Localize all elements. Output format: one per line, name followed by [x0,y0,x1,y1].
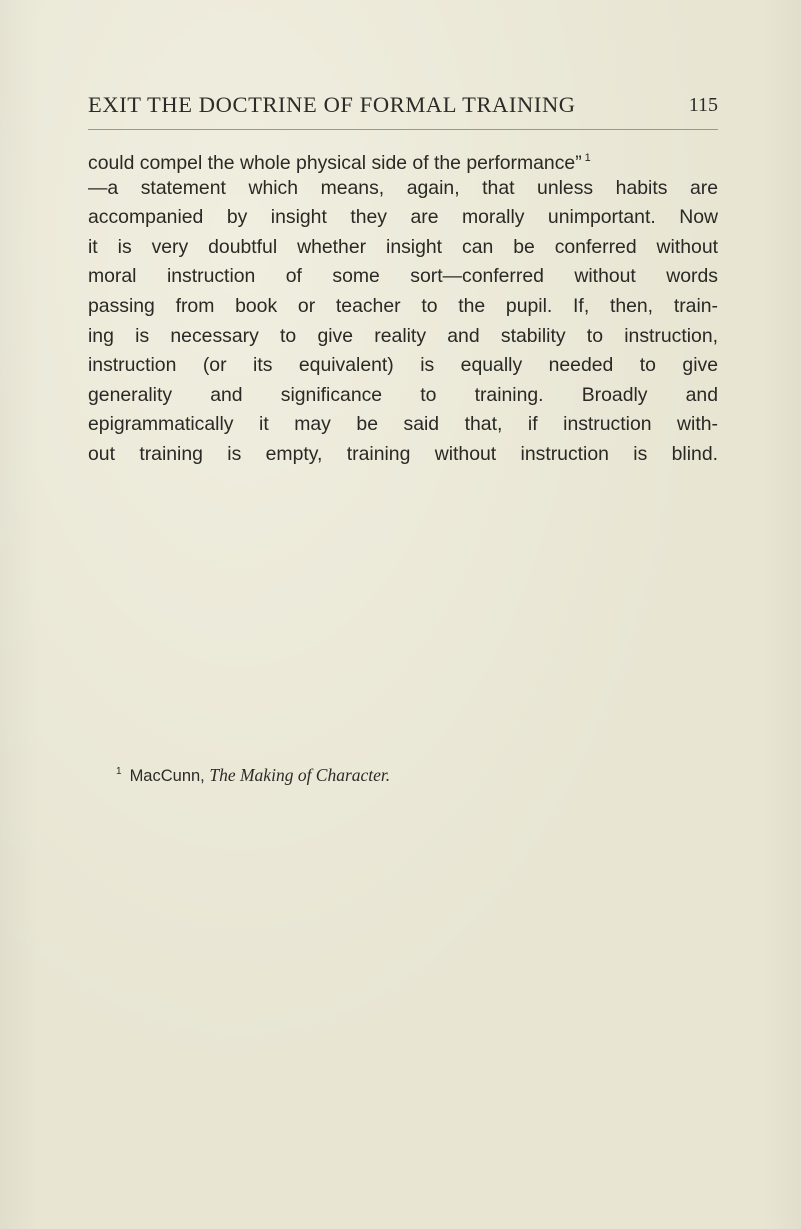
text-line: ing is necessary to give reality and stability to instruction, [88,324,718,347]
text-line: —a statement which means, again, that unless habits are [88,176,718,199]
footnote-reference: 1 [584,152,591,164]
running-head [88,88,718,122]
text-line: moral instruction of some sort—conferred without words [88,265,718,288]
text-line: it is very doubtful whether insight can be conferred without [88,235,718,258]
text-line: accompanied by insight they are morally unimportant. Now [88,206,718,229]
header-rule [88,129,718,130]
footnote-number: 1 [116,766,122,777]
text-line: could compel the whole physical side of the performance” $^1$ [88,152,591,174]
footnote-author: MacCunn, [129,767,205,785]
text-line: out training is empty, training without instruction is blind. [88,442,718,465]
text-line: passing from book or teacher to the pupil. If, then, train- [88,294,718,317]
text-line: generality and significance to training. Broadly and [88,383,718,406]
page-number: 115 [688,94,718,116]
footnote [116,765,716,786]
running-head-title: EXIT THE DOCTRINE OF FORMAL TRAINING [88,92,576,117]
footnote-book-title: The Making of Character. [209,765,391,785]
text-line: instruction (or its equivalent) is equally needed to give [88,354,718,377]
text-line: epigrammatically it may be said that, if instruction with- [88,413,718,436]
body-paragraph [88,144,718,470]
